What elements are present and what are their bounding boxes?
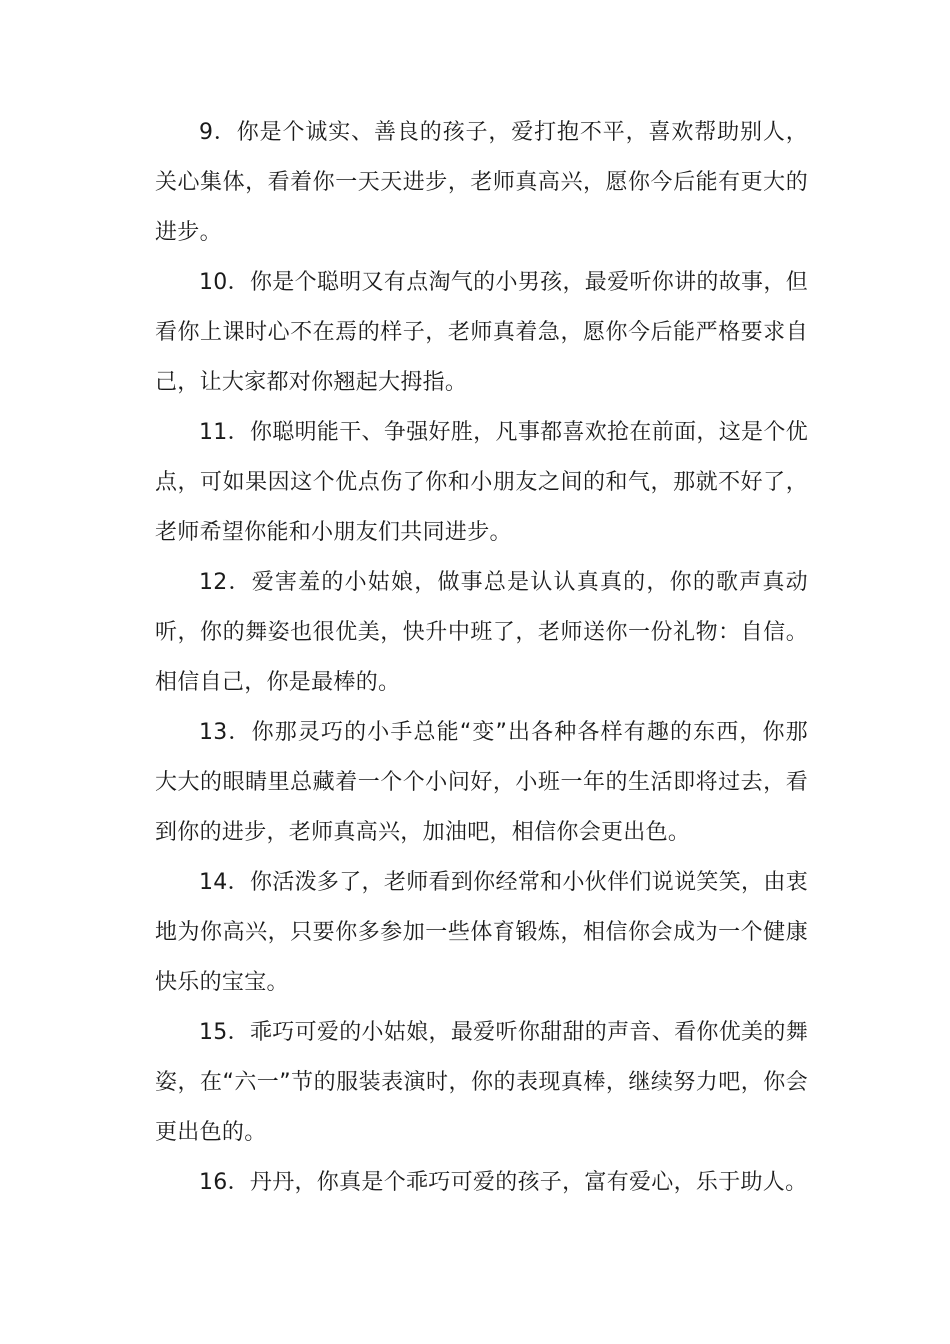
comment-paragraph-13: 13．你那灵巧的小手总能“变”出各种各样有趣的东西，你那大大的眼睛里总藏着一个个小问好，小班一年的生活即将过去，看到你的进步，老师真高兴，加油吧，相信你会更出色。 xyxy=(155,720,808,845)
comment-paragraph-15: 15．乖巧可爱的小姑娘，最爱听你甜甜的声音、看你优美的舞姿，在“六一”节的服装表演时，你的表现真棒，继续努力吧，你会更出色的。 xyxy=(155,1020,808,1145)
comment-paragraph-9: 9．你是个诚实、善良的孩子，爱打抱不平，喜欢帮助别人，关心集体，看着你一天天进步，老师真高兴，愿你今后能有更大的进步。 xyxy=(155,120,808,245)
document-body xyxy=(155,108,808,1208)
comment-paragraph-12: 12．爱害羞的小姑娘，做事总是认认真真的，你的歌声真动听，你的舞姿也很优美，快升中班了，老师送你一份礼物：自信。相信自己，你是最棒的。 xyxy=(155,570,808,695)
comment-paragraph-10: 10．你是个聪明又有点淘气的小男孩，最爱听你讲的故事，但看你上课时心不在焉的样子，老师真着急，愿你今后能严格要求自己，让大家都对你翘起大拇指。 xyxy=(155,270,808,395)
comment-paragraph-11: 11．你聪明能干、争强好胜，凡事都喜欢抢在前面，这是个优点，可如果因这个优点伤了你和小朋友之间的和气，那就不好了，老师希望你能和小朋友们共同进步。 xyxy=(155,420,808,545)
comment-paragraph-14: 14．你活泼多了，老师看到你经常和小伙伴们说说笑笑，由衷地为你高兴，只要你多参加一些体育锻炼，相信你会成为一个健康快乐的宝宝。 xyxy=(155,870,808,995)
comment-paragraph-16: 16．丹丹，你真是个乖巧可爱的孩子，富有爱心，乐于助人。 xyxy=(199,1170,808,1195)
